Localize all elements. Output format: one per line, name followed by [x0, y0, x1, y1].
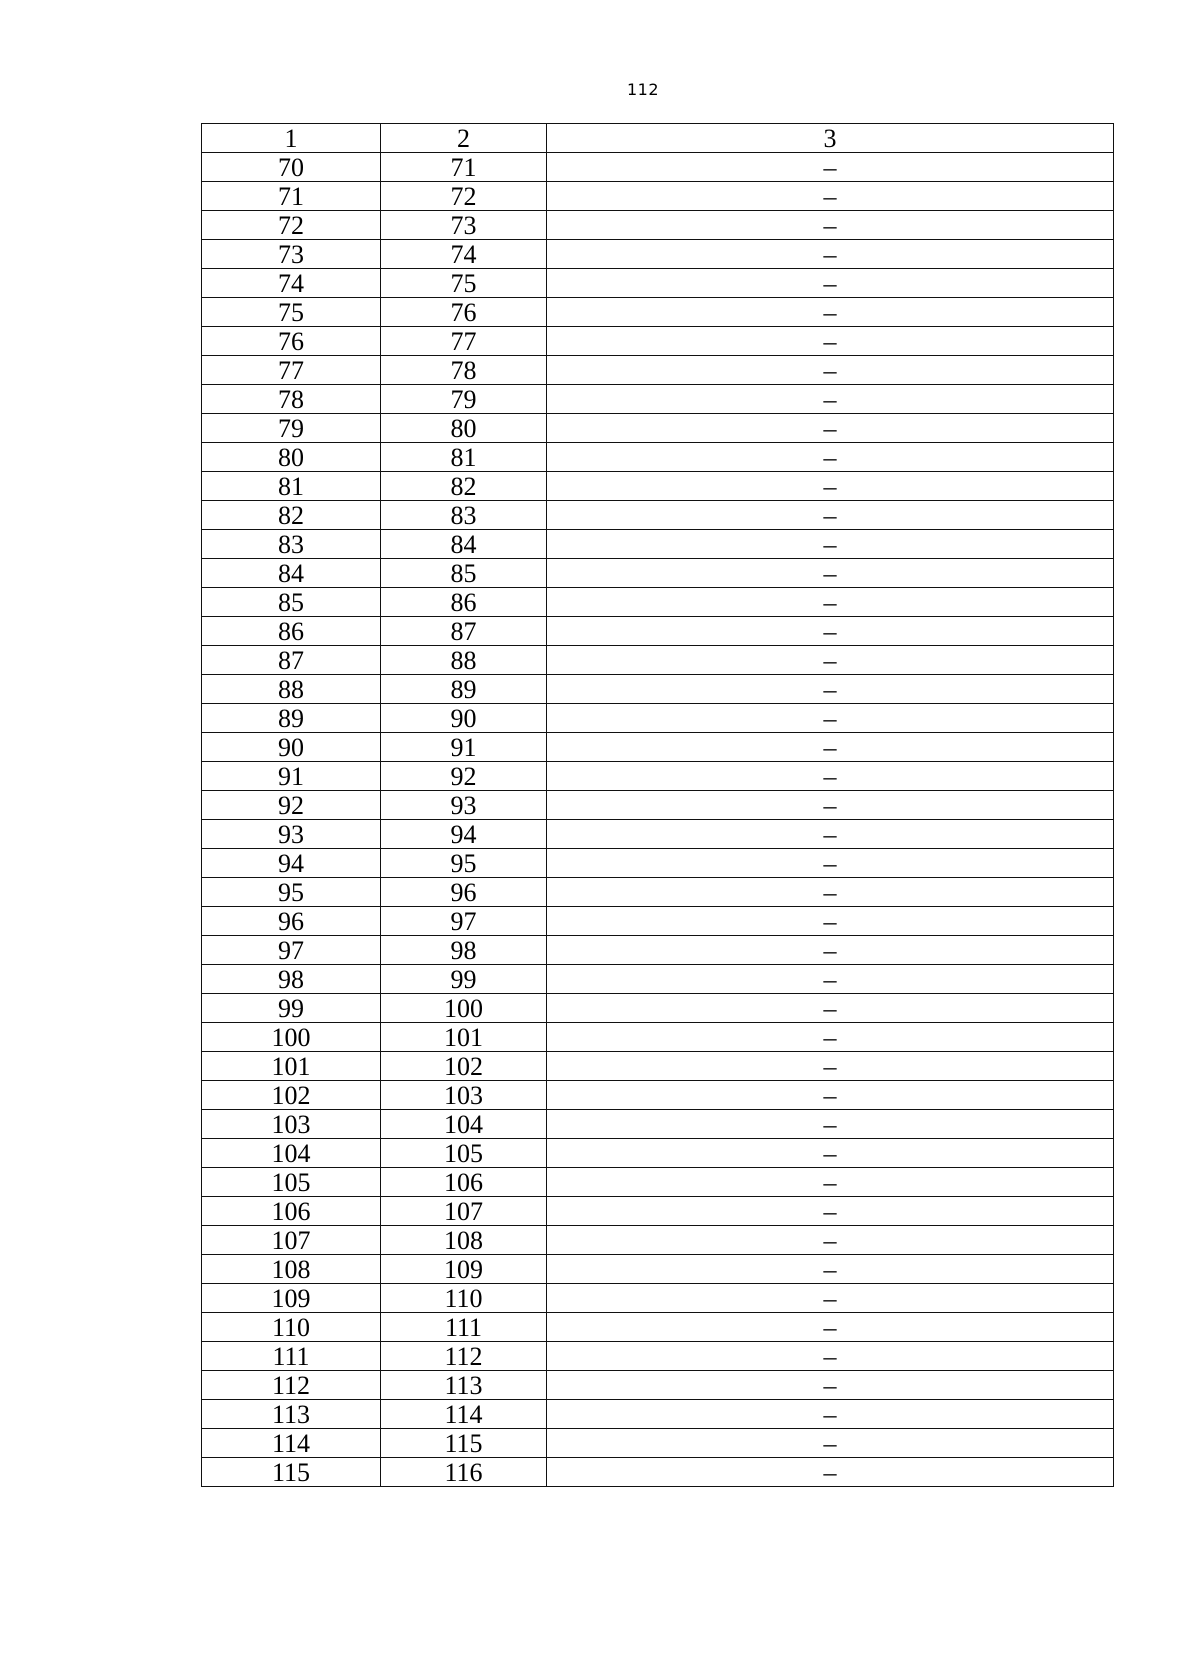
table-row: [202, 356, 1114, 385]
table-cell-col2: 105: [381, 1139, 547, 1168]
table-row: [202, 530, 1114, 559]
table-row: [202, 472, 1114, 501]
table-cell-col3: –: [547, 414, 1114, 443]
table-cell-col1: 73: [202, 240, 381, 269]
table-cell-col1: 99: [202, 994, 381, 1023]
table-cell-col2: 91: [381, 733, 547, 762]
table-cell-col3: –: [547, 878, 1114, 907]
table-cell-col2: 108: [381, 1226, 547, 1255]
column-header-2: 2: [381, 124, 547, 153]
table-cell-col1: 102: [202, 1081, 381, 1110]
table-cell-col3: –: [547, 646, 1114, 675]
table-cell-col3: –: [547, 936, 1114, 965]
table-cell-col3: –: [547, 1400, 1114, 1429]
table-cell-col3: –: [547, 1342, 1114, 1371]
table-cell-col3: –: [547, 762, 1114, 791]
table-cell-col2: 79: [381, 385, 547, 414]
table-row: [202, 1371, 1114, 1400]
table-cell-col3: –: [547, 530, 1114, 559]
table-cell-col1: 105: [202, 1168, 381, 1197]
table-cell-col2: 81: [381, 443, 547, 472]
table-cell-col3: –: [547, 1052, 1114, 1081]
table-row: [202, 1081, 1114, 1110]
table-cell-col3: –: [547, 907, 1114, 936]
table-cell-col2: 89: [381, 675, 547, 704]
table-cell-col1: 92: [202, 791, 381, 820]
table-cell-col2: 85: [381, 559, 547, 588]
table-row: [202, 1110, 1114, 1139]
table-cell-col2: 77: [381, 327, 547, 356]
table-cell-col2: 98: [381, 936, 547, 965]
table-row: [202, 1284, 1114, 1313]
table-cell-col1: 74: [202, 269, 381, 298]
table-cell-col2: 104: [381, 1110, 547, 1139]
table-cell-col2: 101: [381, 1023, 547, 1052]
table-cell-col3: –: [547, 965, 1114, 994]
table-cell-col3: –: [547, 1197, 1114, 1226]
table-cell-col1: 109: [202, 1284, 381, 1313]
table-row: [202, 1139, 1114, 1168]
table-cell-col2: 75: [381, 269, 547, 298]
table-row: [202, 994, 1114, 1023]
table-cell-col1: 72: [202, 211, 381, 240]
table-cell-col2: 115: [381, 1429, 547, 1458]
table-cell-col1: 97: [202, 936, 381, 965]
table-cell-col3: –: [547, 1110, 1114, 1139]
table-row: [202, 617, 1114, 646]
data-table: [201, 123, 1114, 1487]
table-row: [202, 1226, 1114, 1255]
table-body: [202, 124, 1114, 1487]
table-header-row: [202, 124, 1114, 153]
table-cell-col1: 101: [202, 1052, 381, 1081]
table-cell-col1: 79: [202, 414, 381, 443]
table-row: [202, 588, 1114, 617]
table-cell-col3: –: [547, 356, 1114, 385]
table-cell-col2: 82: [381, 472, 547, 501]
table-row: [202, 443, 1114, 472]
table-row: [202, 1255, 1114, 1284]
table-row: [202, 849, 1114, 878]
table-row: [202, 1168, 1114, 1197]
table-cell-col2: 73: [381, 211, 547, 240]
table-cell-col1: 76: [202, 327, 381, 356]
table-cell-col2: 90: [381, 704, 547, 733]
table-row: [202, 1429, 1114, 1458]
table-cell-col3: –: [547, 1255, 1114, 1284]
table-cell-col1: 93: [202, 820, 381, 849]
table-cell-col3: –: [547, 994, 1114, 1023]
table-cell-col3: –: [547, 733, 1114, 762]
table-cell-col2: 72: [381, 182, 547, 211]
table-cell-col1: 112: [202, 1371, 381, 1400]
table-cell-col1: 88: [202, 675, 381, 704]
table-cell-col3: –: [547, 1284, 1114, 1313]
table-cell-col3: –: [547, 472, 1114, 501]
table-cell-col3: –: [547, 1168, 1114, 1197]
table-row: [202, 1342, 1114, 1371]
table-cell-col1: 96: [202, 907, 381, 936]
table-cell-col2: 114: [381, 1400, 547, 1429]
table-cell-col3: –: [547, 153, 1114, 182]
table-cell-col2: 103: [381, 1081, 547, 1110]
table-cell-col1: 107: [202, 1226, 381, 1255]
data-table-container: [201, 123, 1114, 1487]
table-row: [202, 559, 1114, 588]
table-cell-col3: –: [547, 675, 1114, 704]
table-cell-col1: 83: [202, 530, 381, 559]
table-row: [202, 1313, 1114, 1342]
table-row: [202, 878, 1114, 907]
table-cell-col2: 93: [381, 791, 547, 820]
table-row: [202, 385, 1114, 414]
table-cell-col2: 87: [381, 617, 547, 646]
table-row: [202, 153, 1114, 182]
table-row: [202, 327, 1114, 356]
table-row: [202, 1052, 1114, 1081]
table-cell-col3: –: [547, 791, 1114, 820]
table-cell-col2: 111: [381, 1313, 547, 1342]
table-cell-col1: 84: [202, 559, 381, 588]
table-row: [202, 501, 1114, 530]
table-cell-col1: 91: [202, 762, 381, 791]
table-cell-col1: 81: [202, 472, 381, 501]
table-cell-col3: –: [547, 1023, 1114, 1052]
table-cell-col1: 100: [202, 1023, 381, 1052]
table-cell-col2: 94: [381, 820, 547, 849]
table-row: [202, 675, 1114, 704]
table-row: [202, 269, 1114, 298]
table-cell-col2: 88: [381, 646, 547, 675]
table-row: [202, 936, 1114, 965]
table-row: [202, 240, 1114, 269]
table-cell-col1: 78: [202, 385, 381, 414]
table-cell-col2: 80: [381, 414, 547, 443]
table-cell-col3: –: [547, 269, 1114, 298]
table-cell-col2: 71: [381, 153, 547, 182]
table-cell-col1: 111: [202, 1342, 381, 1371]
table-cell-col3: –: [547, 211, 1114, 240]
table-cell-col1: 115: [202, 1458, 381, 1487]
table-cell-col1: 71: [202, 182, 381, 211]
table-cell-col3: –: [547, 1081, 1114, 1110]
table-cell-col3: –: [547, 327, 1114, 356]
table-cell-col3: –: [547, 1226, 1114, 1255]
table-cell-col3: –: [547, 820, 1114, 849]
table-cell-col1: 90: [202, 733, 381, 762]
table-cell-col3: –: [547, 298, 1114, 327]
table-cell-col1: 85: [202, 588, 381, 617]
table-cell-col3: –: [547, 559, 1114, 588]
table-cell-col3: –: [547, 385, 1114, 414]
table-cell-col1: 98: [202, 965, 381, 994]
table-cell-col1: 103: [202, 1110, 381, 1139]
table-row: [202, 211, 1114, 240]
table-cell-col2: 78: [381, 356, 547, 385]
table-cell-col3: –: [547, 443, 1114, 472]
table-cell-col1: 86: [202, 617, 381, 646]
table-row: [202, 820, 1114, 849]
table-cell-col2: 102: [381, 1052, 547, 1081]
table-cell-col3: –: [547, 704, 1114, 733]
table-cell-col1: 108: [202, 1255, 381, 1284]
table-cell-col2: 112: [381, 1342, 547, 1371]
table-cell-col3: –: [547, 1313, 1114, 1342]
table-cell-col3: –: [547, 1139, 1114, 1168]
table-row: [202, 762, 1114, 791]
table-row: [202, 414, 1114, 443]
column-header-1: 1: [202, 124, 381, 153]
table-cell-col2: 76: [381, 298, 547, 327]
table-cell-col2: 92: [381, 762, 547, 791]
table-row: [202, 704, 1114, 733]
table-cell-col2: 95: [381, 849, 547, 878]
table-cell-col2: 99: [381, 965, 547, 994]
table-cell-col1: 95: [202, 878, 381, 907]
table-cell-col3: –: [547, 617, 1114, 646]
table-row: [202, 646, 1114, 675]
table-row: [202, 1023, 1114, 1052]
table-cell-col1: 89: [202, 704, 381, 733]
table-cell-col1: 77: [202, 356, 381, 385]
table-row: [202, 965, 1114, 994]
table-row: [202, 1458, 1114, 1487]
table-cell-col1: 113: [202, 1400, 381, 1429]
table-cell-col3: –: [547, 182, 1114, 211]
table-cell-col2: 116: [381, 1458, 547, 1487]
table-row: [202, 791, 1114, 820]
table-cell-col3: –: [547, 588, 1114, 617]
table-row: [202, 298, 1114, 327]
table-row: [202, 182, 1114, 211]
table-cell-col1: 82: [202, 501, 381, 530]
table-cell-col1: 110: [202, 1313, 381, 1342]
table-cell-col2: 106: [381, 1168, 547, 1197]
column-header-3: 3: [547, 124, 1114, 153]
table-cell-col2: 97: [381, 907, 547, 936]
table-cell-col2: 110: [381, 1284, 547, 1313]
table-cell-col3: –: [547, 501, 1114, 530]
table-cell-col1: 87: [202, 646, 381, 675]
table-cell-col3: –: [547, 1429, 1114, 1458]
table-row: [202, 733, 1114, 762]
table-cell-col1: 70: [202, 153, 381, 182]
table-row: [202, 1400, 1114, 1429]
table-cell-col3: –: [547, 849, 1114, 878]
table-cell-col2: 74: [381, 240, 547, 269]
table-cell-col1: 106: [202, 1197, 381, 1226]
table-cell-col2: 107: [381, 1197, 547, 1226]
table-cell-col2: 86: [381, 588, 547, 617]
table-cell-col2: 113: [381, 1371, 547, 1400]
table-cell-col1: 75: [202, 298, 381, 327]
page-number: 112: [626, 80, 660, 99]
table-cell-col2: 83: [381, 501, 547, 530]
table-cell-col2: 96: [381, 878, 547, 907]
table-cell-col1: 114: [202, 1429, 381, 1458]
table-cell-col1: 94: [202, 849, 381, 878]
table-cell-col3: –: [547, 1458, 1114, 1487]
table-cell-col1: 80: [202, 443, 381, 472]
table-cell-col1: 104: [202, 1139, 381, 1168]
table-cell-col2: 109: [381, 1255, 547, 1284]
table-cell-col2: 84: [381, 530, 547, 559]
table-row: [202, 1197, 1114, 1226]
table-row: [202, 907, 1114, 936]
table-cell-col3: –: [547, 1371, 1114, 1400]
table-cell-col3: –: [547, 240, 1114, 269]
table-cell-col2: 100: [381, 994, 547, 1023]
